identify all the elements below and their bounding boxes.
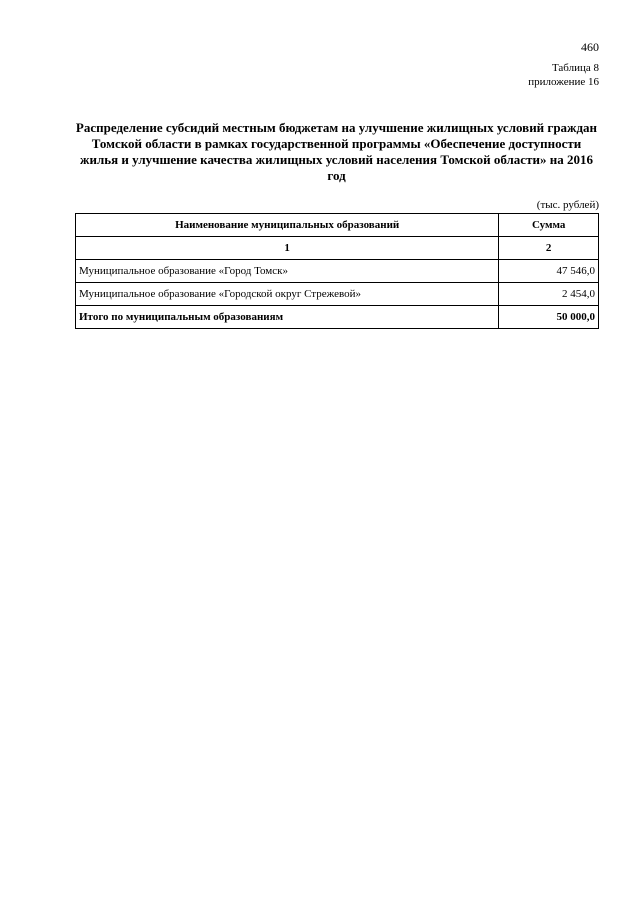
row-name: Муниципальное образование «Город Томск» [76,260,499,283]
row-sum: 2 454,0 [499,283,599,306]
table-header-row [76,214,599,237]
column-number-sum: 2 [499,237,599,260]
column-number-name: 1 [76,237,499,260]
appendix-label: приложение 16 [528,76,599,88]
subsidy-table [75,213,599,329]
table-reference [528,61,599,89]
row-sum: 47 546,0 [499,260,599,283]
total-name: Итого по муниципальным образованиям [76,306,499,329]
table-label: Таблица 8 [551,62,599,74]
units-label: (тыс. рублей) [536,199,599,211]
table-row [76,260,599,283]
total-sum: 50 000,0 [499,306,599,329]
document-title: Распределение субсидий местным бюджетам на улучшение жилищных условий граждан Томской области в рамках государственной программы «Обеспечение доступности жилья и улучшение качества жилищных условий населения Томской области» на 2016 год [75,120,598,183]
column-number-row [76,237,599,260]
total-row [76,306,599,329]
row-name: Муниципальное образование «Городской округ Стрежевой» [76,283,499,306]
header-sum: Сумма [499,214,599,237]
header-name: Наименование муниципальных образований [76,214,499,237]
table-row [76,283,599,306]
page-number: 460 [581,40,599,54]
